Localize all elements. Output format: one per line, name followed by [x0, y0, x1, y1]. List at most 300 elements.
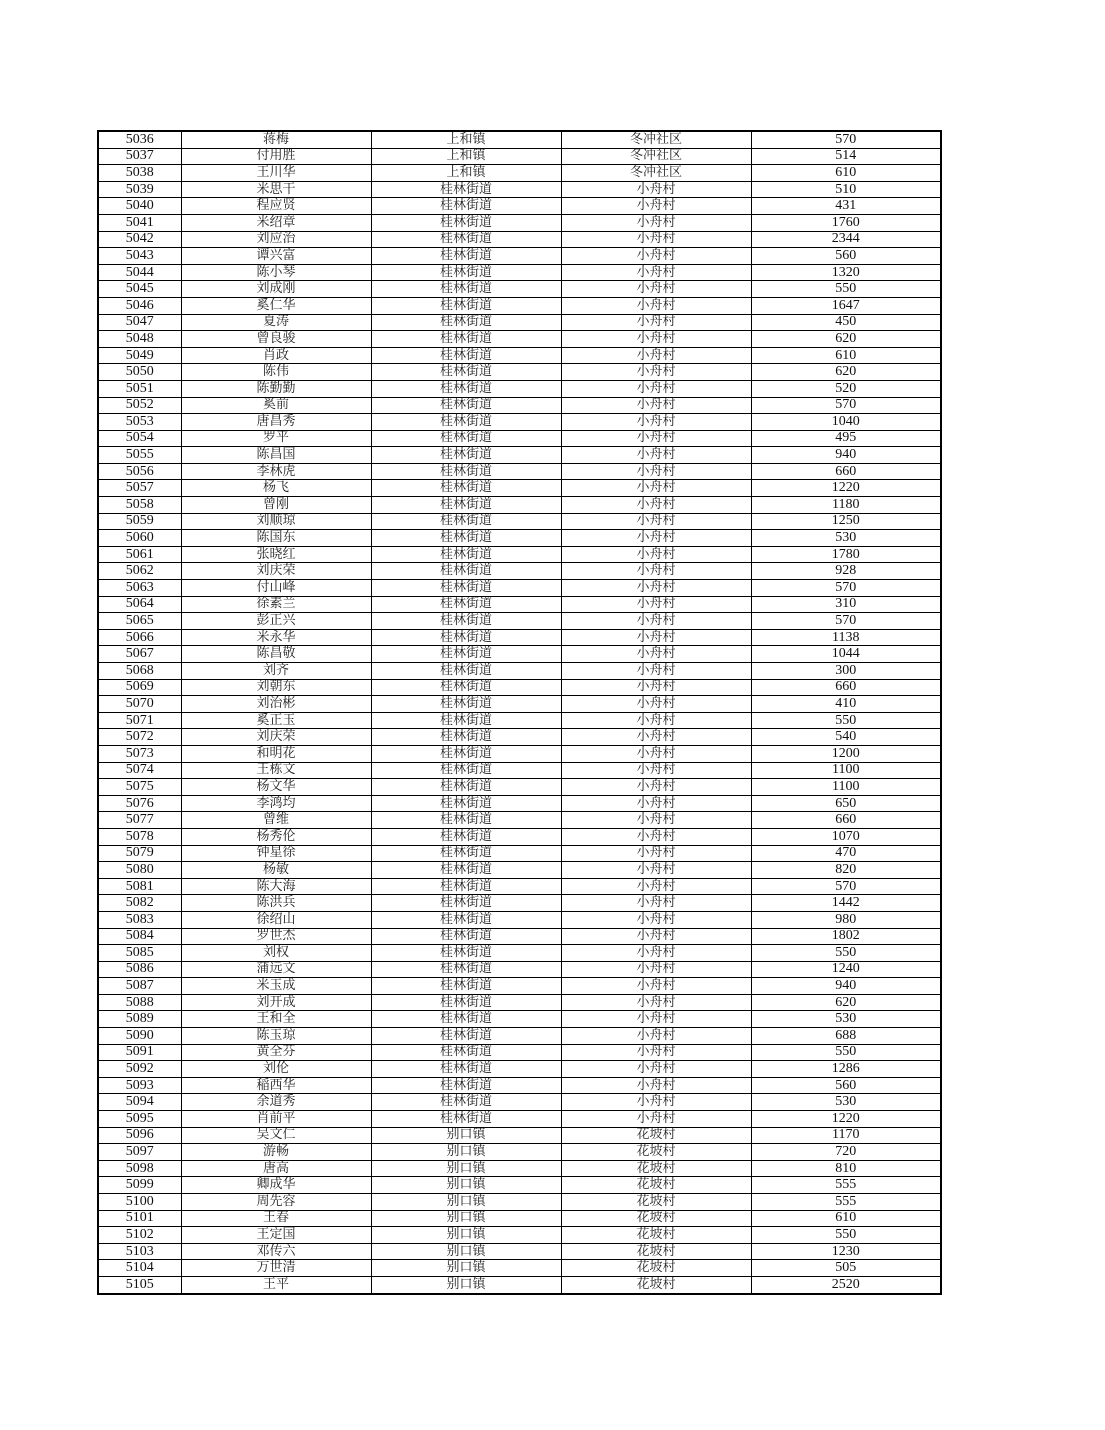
amount-value: 1100	[751, 779, 941, 796]
row-number: 5041	[98, 214, 181, 231]
village-name: 小舟村	[561, 696, 751, 713]
amount-value: 1044	[751, 646, 941, 663]
person-name: 刘权	[181, 945, 371, 962]
person-name: 付用胜	[181, 148, 371, 165]
table-row	[98, 414, 941, 431]
village-name: 冬冲社区	[561, 148, 751, 165]
table-row	[98, 148, 941, 165]
row-number: 5051	[98, 380, 181, 397]
table-row	[98, 1194, 941, 1211]
person-name: 卿成华	[181, 1177, 371, 1194]
village-name: 花坡村	[561, 1210, 751, 1227]
person-name: 张晓红	[181, 546, 371, 563]
village-name: 花坡村	[561, 1177, 751, 1194]
village-name: 小舟村	[561, 878, 751, 895]
town-name: 桂林街道	[371, 613, 561, 630]
table-row	[98, 1077, 941, 1094]
row-number: 5061	[98, 546, 181, 563]
town-name: 桂林街道	[371, 878, 561, 895]
row-number: 5048	[98, 331, 181, 348]
table-row	[98, 463, 941, 480]
row-number: 5102	[98, 1227, 181, 1244]
person-name: 陈国东	[181, 530, 371, 547]
town-name: 桂林街道	[371, 1077, 561, 1094]
row-number: 5066	[98, 629, 181, 646]
village-name: 冬冲社区	[561, 131, 751, 148]
amount-value: 1780	[751, 546, 941, 563]
person-name: 李林虎	[181, 463, 371, 480]
person-name: 王定国	[181, 1227, 371, 1244]
town-name: 桂林街道	[371, 248, 561, 265]
row-number: 5070	[98, 696, 181, 713]
village-name: 小舟村	[561, 1077, 751, 1094]
person-name: 陈勤勤	[181, 380, 371, 397]
person-name: 奚前	[181, 397, 371, 414]
town-name: 桂林街道	[371, 380, 561, 397]
town-name: 桂林街道	[371, 596, 561, 613]
village-name: 小舟村	[561, 198, 751, 215]
town-name: 桂林街道	[371, 347, 561, 364]
amount-value: 1170	[751, 1127, 941, 1144]
village-name: 小舟村	[561, 1061, 751, 1078]
table-row	[98, 1127, 941, 1144]
amount-value: 570	[751, 397, 941, 414]
table-row	[98, 1210, 941, 1227]
amount-value: 1220	[751, 1111, 941, 1128]
person-name: 王春	[181, 1210, 371, 1227]
person-name: 蒋梅	[181, 131, 371, 148]
row-number: 5105	[98, 1276, 181, 1293]
town-name: 桂林街道	[371, 812, 561, 829]
village-name: 花坡村	[561, 1243, 751, 1260]
table-row	[98, 165, 941, 182]
town-name: 桂林街道	[371, 214, 561, 231]
person-name: 肖政	[181, 347, 371, 364]
table-row	[98, 712, 941, 729]
person-name: 夏涛	[181, 314, 371, 331]
town-name: 桂林街道	[371, 994, 561, 1011]
town-name: 桂林街道	[371, 1044, 561, 1061]
town-name: 别口镇	[371, 1127, 561, 1144]
amount-value: 940	[751, 447, 941, 464]
town-name: 桂林街道	[371, 679, 561, 696]
row-number: 5094	[98, 1094, 181, 1111]
amount-value: 560	[751, 248, 941, 265]
row-number: 5049	[98, 347, 181, 364]
row-number: 5060	[98, 530, 181, 547]
person-name: 陈伟	[181, 364, 371, 381]
town-name: 别口镇	[371, 1177, 561, 1194]
town-name: 别口镇	[371, 1243, 561, 1260]
village-name: 小舟村	[561, 264, 751, 281]
table-row	[98, 281, 941, 298]
amount-value: 610	[751, 165, 941, 182]
table-row	[98, 297, 941, 314]
town-name: 桂林街道	[371, 231, 561, 248]
amount-value: 1647	[751, 297, 941, 314]
person-name: 王平	[181, 1276, 371, 1293]
person-name: 刘庆荣	[181, 563, 371, 580]
table-row	[98, 1260, 941, 1277]
amount-value: 555	[751, 1177, 941, 1194]
amount-value: 1320	[751, 264, 941, 281]
row-number: 5045	[98, 281, 181, 298]
table-row	[98, 1011, 941, 1028]
row-number: 5071	[98, 712, 181, 729]
amount-value: 660	[751, 679, 941, 696]
amount-value: 410	[751, 696, 941, 713]
row-number: 5054	[98, 430, 181, 447]
row-number: 5093	[98, 1077, 181, 1094]
table-row	[98, 596, 941, 613]
table-row	[98, 779, 941, 796]
amount-value: 1442	[751, 895, 941, 912]
table-row	[98, 231, 941, 248]
table-row	[98, 546, 941, 563]
town-name: 桂林街道	[371, 928, 561, 945]
village-name: 小舟村	[561, 447, 751, 464]
row-number: 5095	[98, 1111, 181, 1128]
village-name: 小舟村	[561, 762, 751, 779]
village-name: 小舟村	[561, 1011, 751, 1028]
row-number: 5065	[98, 613, 181, 630]
table-row	[98, 911, 941, 928]
town-name: 桂林街道	[371, 264, 561, 281]
table-row	[98, 530, 941, 547]
town-name: 桂林街道	[371, 945, 561, 962]
village-name: 小舟村	[561, 1044, 751, 1061]
table-row	[98, 131, 941, 148]
row-number: 5104	[98, 1260, 181, 1277]
table-body	[98, 131, 941, 1294]
village-name: 小舟村	[561, 663, 751, 680]
amount-value: 660	[751, 812, 941, 829]
village-name: 小舟村	[561, 380, 751, 397]
village-name: 小舟村	[561, 1028, 751, 1045]
row-number: 5052	[98, 397, 181, 414]
amount-value: 660	[751, 463, 941, 480]
town-name: 别口镇	[371, 1160, 561, 1177]
person-name: 刘治彬	[181, 696, 371, 713]
amount-value: 570	[751, 131, 941, 148]
person-name: 曾维	[181, 812, 371, 829]
amount-value: 928	[751, 563, 941, 580]
table-row	[98, 331, 941, 348]
row-number: 5042	[98, 231, 181, 248]
table-row	[98, 430, 941, 447]
town-name: 桂林街道	[371, 845, 561, 862]
table-row	[98, 945, 941, 962]
amount-value: 1070	[751, 828, 941, 845]
table-row	[98, 497, 941, 514]
town-name: 桂林街道	[371, 795, 561, 812]
row-number: 5036	[98, 131, 181, 148]
village-name: 小舟村	[561, 629, 751, 646]
town-name: 别口镇	[371, 1144, 561, 1161]
village-name: 小舟村	[561, 546, 751, 563]
person-name: 黄全芬	[181, 1044, 371, 1061]
row-number: 5078	[98, 828, 181, 845]
amount-value: 650	[751, 795, 941, 812]
person-name: 邓传六	[181, 1243, 371, 1260]
town-name: 桂林街道	[371, 414, 561, 431]
person-name: 米永华	[181, 629, 371, 646]
town-name: 桂林街道	[371, 546, 561, 563]
table-row	[98, 480, 941, 497]
table-row	[98, 928, 941, 945]
town-name: 桂林街道	[371, 314, 561, 331]
table-row	[98, 563, 941, 580]
amount-value: 530	[751, 530, 941, 547]
town-name: 桂林街道	[371, 447, 561, 464]
table-row	[98, 646, 941, 663]
village-name: 小舟村	[561, 580, 751, 597]
table-row	[98, 961, 941, 978]
town-name: 桂林街道	[371, 1061, 561, 1078]
village-name: 花坡村	[561, 1127, 751, 1144]
village-name: 小舟村	[561, 364, 751, 381]
person-name: 陈昌国	[181, 447, 371, 464]
village-name: 小舟村	[561, 314, 751, 331]
table-row	[98, 828, 941, 845]
table-row	[98, 729, 941, 746]
person-name: 徐绍山	[181, 911, 371, 928]
table-row	[98, 1177, 941, 1194]
person-name: 刘开成	[181, 994, 371, 1011]
row-number: 5046	[98, 297, 181, 314]
table-row	[98, 314, 941, 331]
village-name: 小舟村	[561, 911, 751, 928]
town-name: 桂林街道	[371, 895, 561, 912]
person-name: 杨秀伦	[181, 828, 371, 845]
person-name: 米思干	[181, 181, 371, 198]
row-number: 5084	[98, 928, 181, 945]
town-name: 桂林街道	[371, 397, 561, 414]
person-name: 陈玉琼	[181, 1028, 371, 1045]
amount-value: 310	[751, 596, 941, 613]
amount-value: 688	[751, 1028, 941, 1045]
amount-value: 550	[751, 1227, 941, 1244]
row-number: 5053	[98, 414, 181, 431]
row-number: 5039	[98, 181, 181, 198]
town-name: 桂林街道	[371, 281, 561, 298]
town-name: 桂林街道	[371, 779, 561, 796]
table-row	[98, 613, 941, 630]
person-name: 李鸿均	[181, 795, 371, 812]
person-name: 刘齐	[181, 663, 371, 680]
town-name: 别口镇	[371, 1276, 561, 1293]
row-number: 5081	[98, 878, 181, 895]
row-number: 5073	[98, 745, 181, 762]
town-name: 上和镇	[371, 165, 561, 182]
row-number: 5088	[98, 994, 181, 1011]
person-name: 杨文华	[181, 779, 371, 796]
table-row	[98, 845, 941, 862]
table-row	[98, 1144, 941, 1161]
row-number: 5077	[98, 812, 181, 829]
village-name: 小舟村	[561, 1094, 751, 1111]
person-name: 刘朝东	[181, 679, 371, 696]
person-name: 肖前平	[181, 1111, 371, 1128]
person-name: 程应贤	[181, 198, 371, 215]
table-row	[98, 364, 941, 381]
row-number: 5083	[98, 911, 181, 928]
amount-value: 1100	[751, 762, 941, 779]
row-number: 5075	[98, 779, 181, 796]
table-row	[98, 1276, 941, 1293]
town-name: 桂林街道	[371, 762, 561, 779]
village-name: 小舟村	[561, 862, 751, 879]
village-name: 小舟村	[561, 513, 751, 530]
row-number: 5092	[98, 1061, 181, 1078]
table-row	[98, 629, 941, 646]
table-row	[98, 895, 941, 912]
amount-value: 1200	[751, 745, 941, 762]
row-number: 5079	[98, 845, 181, 862]
table-row	[98, 1061, 941, 1078]
town-name: 桂林街道	[371, 430, 561, 447]
person-name: 稲西华	[181, 1077, 371, 1094]
town-name: 桂林街道	[371, 331, 561, 348]
amount-value: 570	[751, 613, 941, 630]
village-name: 花坡村	[561, 1194, 751, 1211]
amount-value: 1138	[751, 629, 941, 646]
town-name: 桂林街道	[371, 198, 561, 215]
table-row	[98, 248, 941, 265]
row-number: 5087	[98, 978, 181, 995]
village-name: 小舟村	[561, 729, 751, 746]
town-name: 桂林街道	[371, 862, 561, 879]
town-name: 别口镇	[371, 1260, 561, 1277]
village-name: 小舟村	[561, 994, 751, 1011]
amount-value: 495	[751, 430, 941, 447]
village-name: 小舟村	[561, 497, 751, 514]
amount-value: 300	[751, 663, 941, 680]
village-name: 花坡村	[561, 1276, 751, 1293]
row-number: 5055	[98, 447, 181, 464]
village-name: 花坡村	[561, 1227, 751, 1244]
person-name: 陈大海	[181, 878, 371, 895]
person-name: 蒲远文	[181, 961, 371, 978]
amount-value: 550	[751, 1044, 941, 1061]
person-name: 彭正兴	[181, 613, 371, 630]
table-row	[98, 1028, 941, 1045]
town-name: 桂林街道	[371, 580, 561, 597]
table-row	[98, 1044, 941, 1061]
town-name: 桂林街道	[371, 663, 561, 680]
table-row	[98, 447, 941, 464]
table-row	[98, 397, 941, 414]
table-row	[98, 513, 941, 530]
person-name: 徐素兰	[181, 596, 371, 613]
amount-value: 1220	[751, 480, 941, 497]
village-name: 小舟村	[561, 845, 751, 862]
amount-value: 550	[751, 281, 941, 298]
table-row	[98, 762, 941, 779]
village-name: 小舟村	[561, 281, 751, 298]
village-name: 小舟村	[561, 828, 751, 845]
person-name: 唐高	[181, 1160, 371, 1177]
village-name: 小舟村	[561, 745, 751, 762]
amount-value: 610	[751, 1210, 941, 1227]
table-row	[98, 663, 941, 680]
row-number: 5098	[98, 1160, 181, 1177]
amount-value: 540	[751, 729, 941, 746]
table-row	[98, 347, 941, 364]
town-name: 桂林街道	[371, 297, 561, 314]
table-row	[98, 580, 941, 597]
row-number: 5090	[98, 1028, 181, 1045]
village-name: 小舟村	[561, 795, 751, 812]
village-name: 小舟村	[561, 596, 751, 613]
table-row	[98, 696, 941, 713]
town-name: 桂林街道	[371, 497, 561, 514]
row-number: 5074	[98, 762, 181, 779]
town-name: 桂林街道	[371, 563, 561, 580]
amount-value: 820	[751, 862, 941, 879]
amount-value: 570	[751, 580, 941, 597]
row-number: 5067	[98, 646, 181, 663]
village-name: 小舟村	[561, 613, 751, 630]
amount-value: 450	[751, 314, 941, 331]
row-number: 5058	[98, 497, 181, 514]
table-row	[98, 862, 941, 879]
person-name: 陈小琴	[181, 264, 371, 281]
town-name: 桂林街道	[371, 646, 561, 663]
amount-value: 2344	[751, 231, 941, 248]
amount-value: 940	[751, 978, 941, 995]
town-name: 桂林街道	[371, 745, 561, 762]
amount-value: 620	[751, 364, 941, 381]
town-name: 上和镇	[371, 131, 561, 148]
row-number: 5085	[98, 945, 181, 962]
table-row	[98, 994, 941, 1011]
town-name: 桂林街道	[371, 696, 561, 713]
row-number: 5086	[98, 961, 181, 978]
person-name: 刘伦	[181, 1061, 371, 1078]
amount-value: 1802	[751, 928, 941, 945]
person-name: 曾刚	[181, 497, 371, 514]
row-number: 5059	[98, 513, 181, 530]
amount-value: 510	[751, 181, 941, 198]
amount-value: 1250	[751, 513, 941, 530]
row-number: 5069	[98, 679, 181, 696]
row-number: 5096	[98, 1127, 181, 1144]
village-name: 小舟村	[561, 563, 751, 580]
town-name: 桂林街道	[371, 712, 561, 729]
person-name: 刘应治	[181, 231, 371, 248]
amount-value: 555	[751, 1194, 941, 1211]
row-number: 5064	[98, 596, 181, 613]
row-number: 5056	[98, 463, 181, 480]
village-name: 小舟村	[561, 397, 751, 414]
person-name: 周先容	[181, 1194, 371, 1211]
person-name: 曾良骏	[181, 331, 371, 348]
person-name: 米绍章	[181, 214, 371, 231]
amount-value: 1180	[751, 497, 941, 514]
village-name: 小舟村	[561, 214, 751, 231]
village-name: 花坡村	[561, 1144, 751, 1161]
row-number: 5072	[98, 729, 181, 746]
person-name: 王川华	[181, 165, 371, 182]
amount-value: 520	[751, 380, 941, 397]
town-name: 别口镇	[371, 1210, 561, 1227]
village-name: 小舟村	[561, 812, 751, 829]
person-name: 万世清	[181, 1260, 371, 1277]
amount-value: 810	[751, 1160, 941, 1177]
table-row	[98, 1094, 941, 1111]
table-row	[98, 181, 941, 198]
